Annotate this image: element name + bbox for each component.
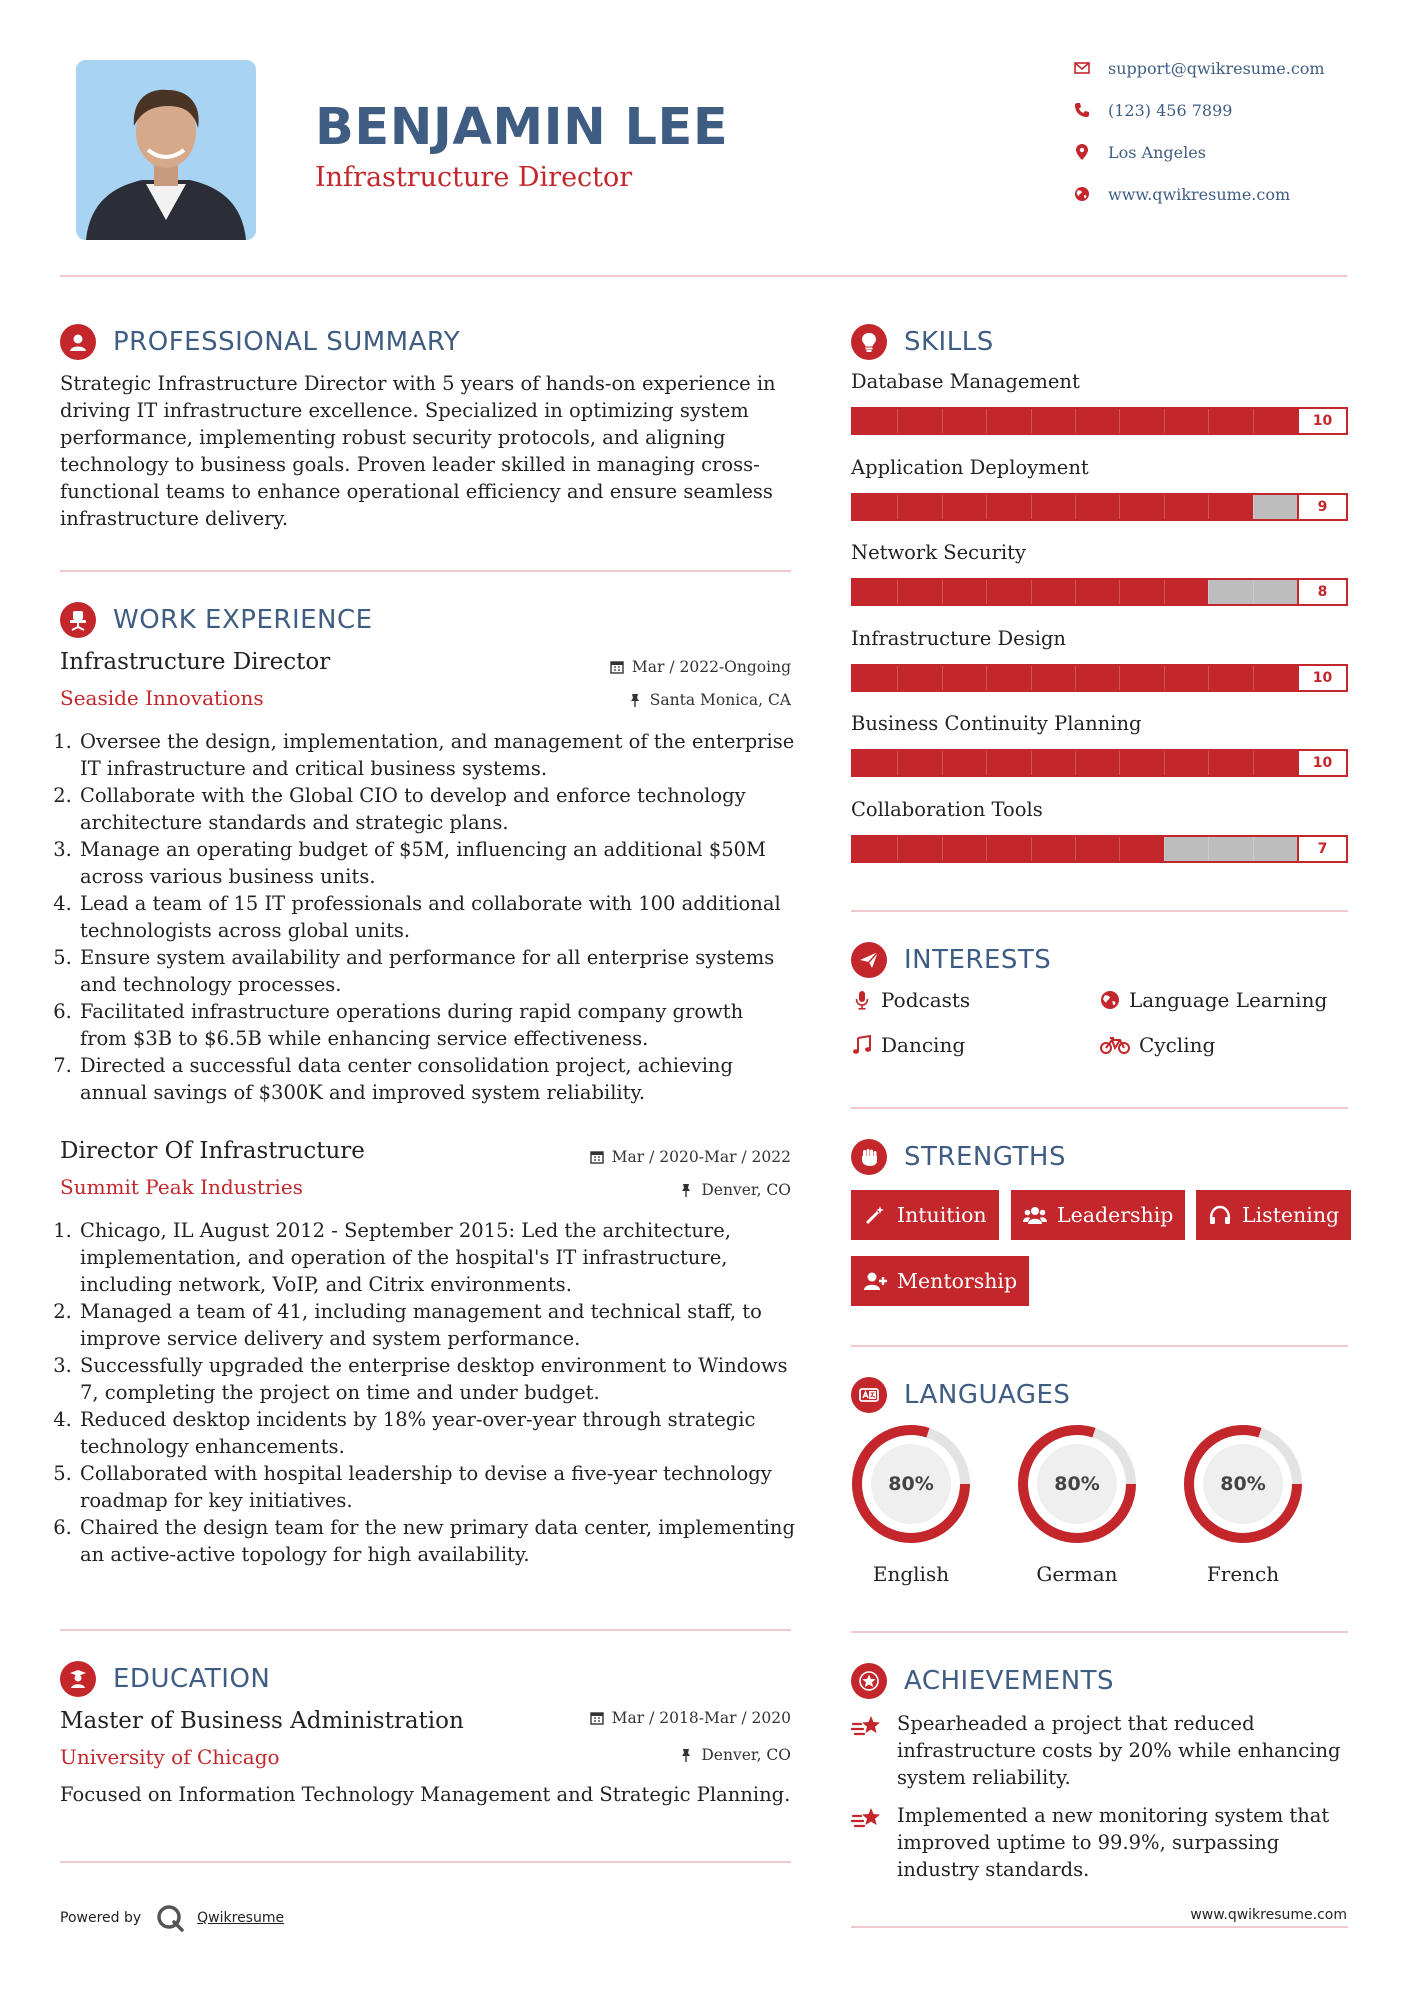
interest-label: Dancing — [881, 1033, 966, 1057]
education-location — [679, 1746, 791, 1764]
achievement-text: Implemented a new monitoring system that improved uptime to 99.9%, surpassing industry standards. — [897, 1804, 1330, 1881]
skill-bar-segment — [986, 580, 987, 604]
interest-label: Podcasts — [881, 988, 971, 1012]
skill-bar-segment — [942, 837, 943, 861]
duty-item: 6. Facilitated infrastructure operations during rapid company growth from $3B to $6.5B while enhancing service effectiveness. — [78, 998, 795, 1052]
strength-tag — [851, 1256, 1029, 1306]
job-location-text: Denver, CO — [701, 1181, 791, 1199]
skill-name: Application Deployment — [851, 455, 1089, 479]
achievement-text: Spearheaded a project that reduced infrastructure costs by 20% while enhancing system reliability. — [897, 1712, 1341, 1789]
skill-bar-segment — [1164, 409, 1165, 433]
skill-bar-segment — [1208, 409, 1209, 433]
skill-bar-segment — [1119, 666, 1120, 690]
skill-bar-segment — [1031, 837, 1032, 861]
skill-bar-segment — [1075, 409, 1076, 433]
skill-bar — [851, 749, 1348, 777]
education-divider — [60, 1861, 791, 1863]
language-percent: 80% — [888, 1473, 934, 1495]
education-note: Focused on Information Technology Management and Strategic Planning. — [60, 1783, 791, 1806]
skill-bar-segment — [1253, 751, 1254, 775]
skill-level: 10 — [1297, 666, 1346, 690]
skill-bar-segment — [1119, 580, 1120, 604]
music-note-icon — [851, 1034, 873, 1056]
interests-title: INTERESTS — [904, 945, 1052, 975]
skill-name: Infrastructure Design — [851, 626, 1066, 650]
languages-title: LANGUAGES — [904, 1380, 1071, 1410]
skill-bar-segment — [1164, 666, 1165, 690]
skill-bar-segment — [1031, 666, 1032, 690]
contact-location — [1072, 142, 1206, 162]
skill-name: Collaboration Tools — [851, 797, 1043, 821]
interest-label: Language Learning — [1129, 988, 1328, 1012]
paper-plane-icon — [851, 942, 887, 978]
experience-divider — [60, 1629, 791, 1631]
strength-label: Mentorship — [897, 1269, 1018, 1293]
summary-divider — [60, 570, 791, 572]
skill-bar — [851, 578, 1348, 606]
summary-header — [60, 324, 460, 360]
language-name: German — [1036, 1562, 1118, 1586]
skill-bar-segment — [1075, 666, 1076, 690]
skill-name: Business Continuity Planning — [851, 712, 1142, 735]
globe-icon — [1099, 989, 1121, 1011]
language-icon — [851, 1377, 887, 1413]
powered-by-text: Powered by — [60, 1910, 142, 1926]
achievement-item — [851, 1710, 1348, 1791]
skill-bar-segment — [1075, 837, 1076, 861]
contact-location-text: Los Angeles — [1108, 142, 1206, 162]
achievements-header — [851, 1663, 1114, 1699]
duty-item: 1. Chicago, IL August 2012 - September 2015: Led the architecture, implementation, and operation of the hospital's IT infrastructure, including network, VoIP, and Citrix environments. — [78, 1217, 795, 1298]
skill-level: 10 — [1297, 751, 1346, 775]
skill-level: 8 — [1297, 580, 1346, 604]
job-duties-list — [60, 1217, 795, 1568]
job-date-text: Mar / 2020-Mar / 2022 — [611, 1148, 791, 1166]
job-location — [628, 691, 791, 709]
skill-bar-segment — [1253, 580, 1254, 604]
skill-bar-segment — [1253, 837, 1254, 861]
skill-bar-segment — [1031, 409, 1032, 433]
skills-divider — [851, 910, 1348, 912]
duty-item: 6. Chaired the design team for the new primary data center, implementing an active-active topology for high availability. — [78, 1514, 795, 1568]
strength-label: Intuition — [897, 1203, 987, 1227]
language-item — [1017, 1424, 1137, 1586]
achievement-item — [851, 1802, 1348, 1883]
calendar-icon — [590, 1711, 604, 1725]
envelope-icon — [1072, 58, 1092, 78]
strength-label: Listening — [1242, 1203, 1340, 1227]
skill-bar-segment — [897, 495, 898, 519]
skill-bar-segment — [1119, 409, 1120, 433]
users-icon — [1023, 1203, 1047, 1227]
duty-item: 2. Collaborate with the Global CIO to develop and enforce technology architecture standards and strategic plans. — [78, 782, 795, 836]
brand-link[interactable]: Qwikresume — [197, 1910, 285, 1926]
interest-item — [851, 988, 970, 1012]
job-location-text: Santa Monica, CA — [649, 691, 791, 709]
strength-tag — [851, 1190, 999, 1240]
skill-bar-segment — [1031, 495, 1032, 519]
strengths-divider — [851, 1345, 1348, 1347]
interest-item — [1099, 1033, 1215, 1057]
skill-bar-segment — [1164, 751, 1165, 775]
skill-bar-segment — [1208, 666, 1209, 690]
contact-email[interactable] — [1072, 58, 1325, 78]
job-date — [590, 1148, 791, 1166]
contact-website[interactable] — [1072, 184, 1290, 204]
skill-bar-segment — [942, 409, 943, 433]
star-badge-icon — [851, 1663, 887, 1699]
job-date-text: Mar / 2022-Ongoing — [631, 658, 791, 676]
skill-bar-segment — [1119, 495, 1120, 519]
candidate-name: BENJAMIN LEE — [315, 98, 729, 157]
lightbulb-icon — [851, 324, 887, 360]
interest-item — [851, 1033, 965, 1057]
globe-icon — [1072, 184, 1092, 204]
language-item — [1183, 1424, 1303, 1586]
skill-bar — [851, 407, 1348, 435]
skill-bar-segment — [1253, 666, 1254, 690]
skill-bar-fill — [853, 495, 1253, 519]
skill-bar-segment — [1075, 495, 1076, 519]
job-location — [679, 1181, 791, 1199]
contact-website-text: www.qwikresume.com — [1108, 184, 1291, 204]
languages-header — [851, 1377, 1070, 1413]
interest-item — [1099, 988, 1327, 1012]
skill-bar — [851, 835, 1348, 863]
skill-bar-segment — [897, 580, 898, 604]
language-percent: 80% — [1220, 1473, 1266, 1495]
strength-label: Leadership — [1057, 1203, 1174, 1227]
powered-by — [60, 1903, 284, 1933]
footer-website[interactable]: www.qwikresume.com — [1190, 1907, 1347, 1923]
education-title: EDUCATION — [113, 1664, 271, 1694]
duty-item: 3. Successfully upgraded the enterprise desktop environment to Windows 7, completing the project on time and under budget. — [78, 1352, 795, 1406]
bicycle-icon — [1099, 1034, 1131, 1056]
job-company: Seaside Innovations — [60, 686, 264, 710]
contact-phone[interactable] — [1072, 100, 1232, 120]
map-pin-icon — [1072, 142, 1092, 162]
user-plus-icon — [863, 1269, 887, 1293]
candidate-role: Infrastructure Director — [315, 162, 633, 193]
skill-bar-segment — [986, 751, 987, 775]
language-name: English — [872, 1562, 950, 1586]
skill-bar-segment — [897, 751, 898, 775]
calendar-icon — [610, 660, 624, 674]
headphones-icon — [1208, 1203, 1232, 1227]
job-company: Summit Peak Industries — [60, 1175, 303, 1199]
graduate-icon — [60, 1661, 96, 1697]
skill-bar-segment — [1119, 837, 1120, 861]
language-percent: 80% — [1054, 1473, 1100, 1495]
duty-item: 7. Directed a successful data center consolidation project, achieving annual savings of $300K and improved system reliability. — [78, 1052, 795, 1106]
education-header — [60, 1661, 270, 1697]
skill-bar-segment — [1031, 580, 1032, 604]
languages-divider — [851, 1631, 1348, 1633]
skill-name: Database Management — [851, 370, 1080, 393]
skill-bar-segment — [1208, 751, 1209, 775]
school-name: University of Chicago — [60, 1745, 280, 1769]
strength-tag — [1011, 1190, 1185, 1240]
skill-bar-segment — [1164, 580, 1165, 604]
job-duties-list — [60, 728, 795, 1106]
duty-item: 1. Oversee the design, implementation, and management of the enterprise IT infrastructure and critical business systems. — [78, 728, 795, 782]
skill-bar — [851, 493, 1348, 521]
duty-item: 4. Reduced desktop incidents by 18% year-over-year through strategic technology enhancements. — [78, 1406, 795, 1460]
degree-title: Master of Business Administration — [60, 1708, 464, 1734]
strength-tag — [1196, 1190, 1351, 1240]
skill-bar — [851, 664, 1348, 692]
language-name: French — [1206, 1562, 1280, 1586]
interest-label: Cycling — [1139, 1033, 1216, 1057]
calendar-icon — [590, 1150, 604, 1164]
skill-bar-segment — [897, 409, 898, 433]
contact-phone-text: (123) 456 7899 — [1108, 100, 1233, 120]
education-date — [590, 1709, 791, 1727]
skills-title: SKILLS — [904, 327, 994, 357]
experience-header — [60, 602, 373, 638]
office-chair-icon — [60, 602, 96, 638]
summary-title: PROFESSIONAL SUMMARY — [113, 327, 461, 357]
qwikresume-logo-icon — [155, 1903, 185, 1933]
summary-text: Strategic Infrastructure Director with 5 years of hands-on experience in driving IT infrastructure excellence. Specialized in optimizing system performance, implementing robust security protocols, and aligning technology to business goals. Proven leader skilled in managing cross-functional teams to enhance operational efficiency and ensure seamless infrastructure delivery. — [60, 372, 776, 530]
pushpin-icon — [679, 1748, 693, 1762]
skill-bar-segment — [897, 837, 898, 861]
skill-bar-segment — [986, 495, 987, 519]
skill-bar-segment — [1164, 837, 1165, 861]
shooting-star-icon — [851, 1802, 883, 1834]
skill-bar-segment — [897, 666, 898, 690]
interests-divider — [851, 1107, 1348, 1109]
skills-header — [851, 324, 994, 360]
duty-item: 5. Ensure system availability and performance for all enterprise systems and technology processes. — [78, 944, 795, 998]
skill-bar-segment — [1253, 409, 1254, 433]
microphone-icon — [851, 989, 873, 1011]
strengths-header — [851, 1139, 1066, 1175]
skill-bar-segment — [1208, 580, 1209, 604]
skill-level: 9 — [1297, 495, 1346, 519]
magic-wand-icon — [863, 1203, 887, 1227]
skill-bar-segment — [1075, 580, 1076, 604]
header-divider — [60, 275, 1347, 277]
skill-bar-segment — [1208, 837, 1209, 861]
fist-icon — [851, 1139, 887, 1175]
interests-header — [851, 942, 1051, 978]
skill-bar-segment — [986, 666, 987, 690]
pushpin-icon — [679, 1183, 693, 1197]
education-date-text: Mar / 2018-Mar / 2020 — [611, 1709, 791, 1727]
skill-level: 10 — [1297, 409, 1346, 433]
skill-bar-segment — [1208, 495, 1209, 519]
skill-bar-segment — [1253, 495, 1254, 519]
skill-bar-segment — [942, 580, 943, 604]
skill-bar-segment — [1119, 751, 1120, 775]
job-title: Director Of Infrastructure — [60, 1138, 365, 1164]
language-item — [851, 1424, 971, 1586]
achievements-divider — [851, 1926, 1348, 1928]
job-date — [610, 658, 791, 676]
duty-item: 3. Manage an operating budget of $5M, influencing an additional $50M across various business units. — [78, 836, 795, 890]
pushpin-icon — [628, 693, 642, 707]
duty-item: 5. Collaborated with hospital leadership to devise a five-year technology roadmap for key initiatives. — [78, 1460, 795, 1514]
profile-photo — [76, 60, 256, 240]
skill-bar-segment — [942, 495, 943, 519]
user-icon — [60, 324, 96, 360]
strengths-title: STRENGTHS — [904, 1142, 1066, 1172]
achievements-title: ACHIEVEMENTS — [904, 1666, 1115, 1696]
contact-email-text: support@qwikresume.com — [1108, 58, 1325, 78]
skill-bar-segment — [942, 666, 943, 690]
experience-title: WORK EXPERIENCE — [113, 605, 373, 635]
duty-item: 2. Managed a team of 41, including management and technical staff, to improve service delivery and system performance. — [78, 1298, 795, 1352]
skill-name: Network Security — [851, 541, 1026, 564]
job-title: Infrastructure Director — [60, 649, 331, 675]
skill-level: 7 — [1297, 837, 1346, 861]
phone-icon — [1072, 100, 1092, 120]
skill-bar-segment — [1031, 751, 1032, 775]
skill-bar-segment — [1164, 495, 1165, 519]
skill-bar-segment — [986, 837, 987, 861]
shooting-star-icon — [851, 1710, 883, 1742]
skill-bar-segment — [1075, 751, 1076, 775]
skill-bar-fill — [853, 837, 1164, 861]
skill-bar-segment — [942, 751, 943, 775]
education-location-text: Denver, CO — [701, 1746, 791, 1764]
skill-bar-segment — [986, 409, 987, 433]
duty-item: 4. Lead a team of 15 IT professionals and collaborate with 100 additional technologists across global units. — [78, 890, 795, 944]
